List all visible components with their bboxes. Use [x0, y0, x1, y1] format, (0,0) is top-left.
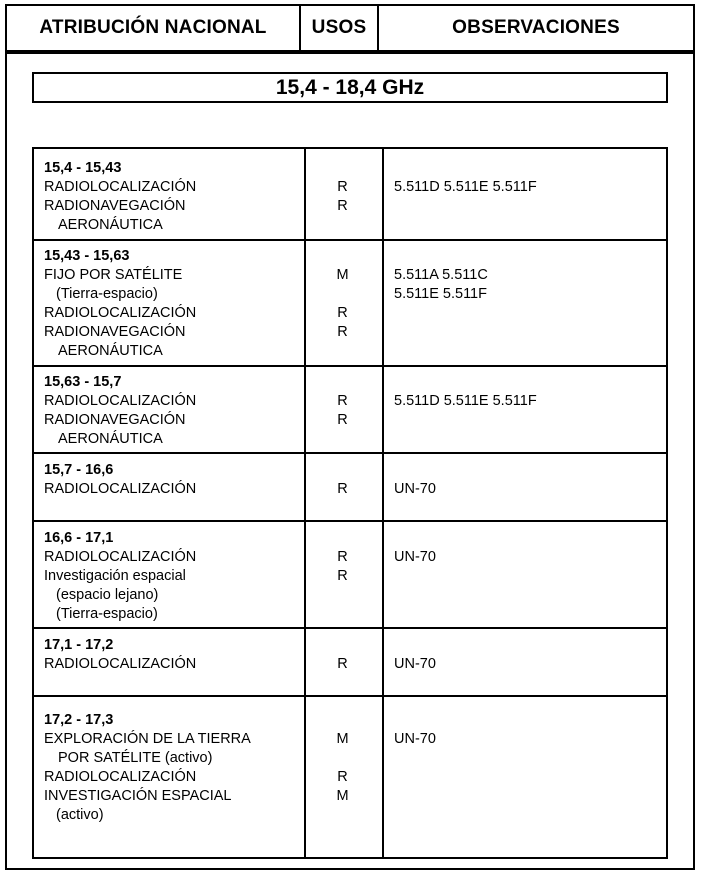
note-line: 5.511D 5.511E 5.511F: [394, 393, 537, 409]
band-label: 15,7 - 16,6: [44, 462, 114, 478]
header-observaciones: OBSERVACIONES: [452, 17, 620, 38]
allocation-table: [32, 147, 668, 859]
row-divider: [34, 627, 666, 629]
service-line: RADIOLOCALIZACIÓN: [44, 769, 197, 785]
service-line: RADIOLOCALIZACIÓN: [44, 393, 197, 409]
service-line: RADIOLOCALIZACIÓN: [44, 481, 197, 497]
usos-cell: [304, 373, 381, 430]
service-line: RADIOLOCALIZACIÓN: [44, 305, 197, 321]
service-line: RADIONAVEGACIÓN: [44, 324, 186, 340]
header-atribucion-nacional: ATRIBUCIÓN NACIONAL: [39, 17, 267, 38]
observaciones-cell: [394, 711, 659, 749]
use-code: M: [336, 731, 349, 747]
usos-cell: [304, 711, 381, 806]
band-label: 15,43 - 15,63: [44, 248, 130, 264]
note-line: UN-70: [394, 731, 436, 747]
service-line: AERONÁUTICA: [58, 431, 163, 447]
observaciones-cell: [394, 373, 659, 411]
band-label: 15,63 - 15,7: [44, 374, 122, 390]
atribucion-cell: [44, 529, 299, 624]
note-line: 5.511A 5.511C: [394, 267, 488, 283]
band-label: 15,4 - 15,43: [44, 160, 122, 176]
service-line: (Tierra-espacio): [56, 286, 158, 302]
service-line: (activo): [56, 807, 104, 823]
service-line: RADIOLOCALIZACIÓN: [44, 179, 197, 195]
header-usos: USOS: [311, 17, 367, 38]
row-divider: [34, 365, 666, 367]
use-code: R: [337, 769, 348, 785]
row-divider: [34, 239, 666, 241]
band-label: 17,2 - 17,3: [44, 712, 114, 728]
atribucion-cell: [44, 711, 299, 825]
observaciones-cell: [394, 159, 659, 197]
use-code: R: [337, 549, 348, 565]
service-line: (Tierra-espacio): [56, 606, 158, 622]
service-line: (espacio lejano): [56, 587, 159, 603]
note-line: 5.511D 5.511E 5.511F: [394, 179, 537, 195]
service-line: AERONÁUTICA: [58, 343, 163, 359]
observaciones-cell: [394, 529, 659, 567]
service-line: RADIOLOCALIZACIÓN: [44, 656, 197, 672]
atribucion-cell: [44, 247, 299, 361]
service-line: Investigación espacial: [44, 568, 186, 584]
use-code: R: [337, 412, 348, 428]
use-code: R: [337, 481, 348, 497]
band-range-title: 15,4 - 18,4 GHz: [32, 72, 668, 103]
atribucion-cell: [44, 159, 299, 235]
service-line: POR SATÉLITE (activo): [58, 750, 213, 766]
table-header: [7, 6, 693, 54]
use-code: R: [337, 305, 348, 321]
service-line: FIJO POR SATÉLITE: [44, 267, 183, 283]
band-label: 17,1 - 17,2: [44, 637, 114, 653]
usos-cell: [304, 159, 381, 216]
service-line: INVESTIGACIÓN ESPACIAL: [44, 788, 232, 804]
row-divider: [34, 695, 666, 697]
use-code: R: [337, 324, 348, 340]
observaciones-cell: [394, 461, 659, 499]
usos-cell: [304, 461, 381, 499]
atribucion-cell: [44, 373, 299, 449]
document-frame: [5, 4, 695, 870]
atribucion-cell: [44, 636, 299, 674]
note-line: UN-70: [394, 549, 436, 565]
usos-cell: [304, 247, 381, 342]
usos-cell: [304, 529, 381, 586]
usos-cell: [304, 636, 381, 674]
use-code: M: [336, 788, 349, 804]
use-code: R: [337, 179, 348, 195]
use-code: M: [336, 267, 349, 283]
column-divider: [382, 149, 384, 857]
service-line: AERONÁUTICA: [58, 217, 163, 233]
band-label: 16,6 - 17,1: [44, 530, 114, 546]
row-divider: [34, 452, 666, 454]
atribucion-cell: [44, 461, 299, 499]
note-line: 5.511E 5.511F: [394, 286, 487, 302]
note-line: UN-70: [394, 656, 436, 672]
service-line: RADIONAVEGACIÓN: [44, 198, 186, 214]
row-divider: [34, 520, 666, 522]
use-code: R: [337, 393, 348, 409]
note-line: UN-70: [394, 481, 436, 497]
service-line: RADIONAVEGACIÓN: [44, 412, 186, 428]
service-line: RADIOLOCALIZACIÓN: [44, 549, 197, 565]
use-code: R: [337, 198, 348, 214]
observaciones-cell: [394, 636, 659, 674]
use-code: R: [337, 656, 348, 672]
use-code: R: [337, 568, 348, 584]
service-line: EXPLORACIÓN DE LA TIERRA: [44, 731, 251, 747]
observaciones-cell: [394, 247, 659, 304]
